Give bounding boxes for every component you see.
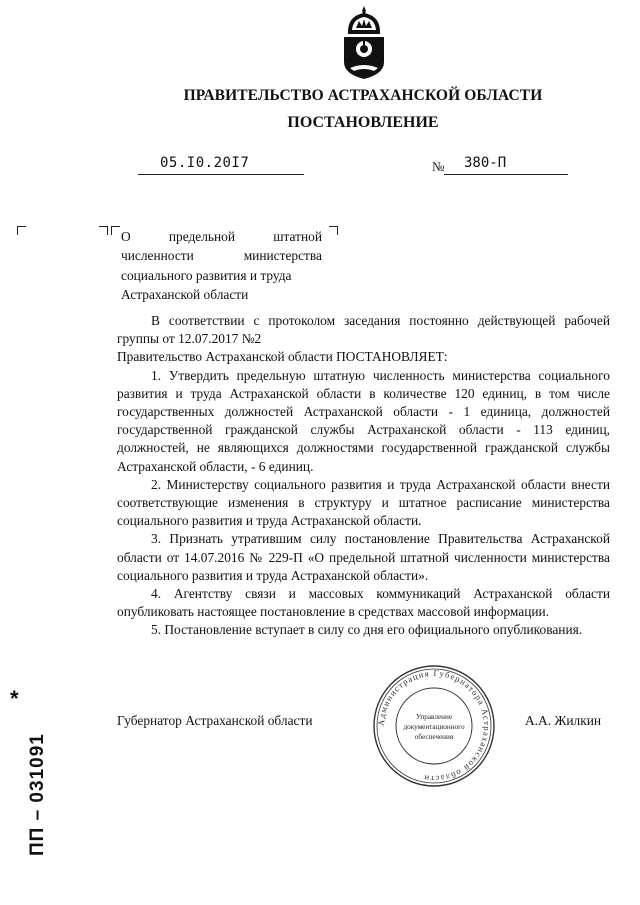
item-1-paragraph: 1. Утвердить предельную штатную численность министерства социального развития и труда Астраханской области в количестве 120 единиц, в том числе государственных должностей Астраханской области - 1 единица, должностей государственной гражданской службы Астраханской области - 113 единиц, должностей, не являющихся должностями государственной гражданской службы Астраханской области, - 6 единиц. [117,367,610,474]
subject-corner-mark-left-b [111,226,120,235]
item-2-paragraph: 2. Министерству социального развития и труда Астраханской области внести соответствующие изменения в структуру и штатное расписание министерства социального развития и труда Астраханской области. [117,476,610,529]
number-sign: № [432,159,445,174]
coat-of-arms-icon [340,4,388,80]
official-seal-icon [371,663,497,789]
form-serial-code [4,686,48,856]
serial-number: ПП – 031091 [27,733,48,856]
seal-inner-line: Управление [415,713,453,721]
preamble-paragraph: В соответствии с протоколом заседания постоянно действующей рабочей группы от 12.07.2017 №2 [117,313,610,347]
document-body [117,312,610,640]
document-number: 380-П [464,155,507,171]
signatory-name: А.А. Жилкин [525,713,602,728]
document-date: 05.I0.20I7 [160,155,250,171]
subject-line: социального развития и труда [121,267,292,283]
item-3-paragraph: 3. Признать утратившим силу постановление Правительства Астраханской области от 14.07.2016 № 229-П «О предельной штатной численности министерства социального развития и труда Астраханской области». [117,531,610,583]
item-5-paragraph: 5. Постановление вступает в силу со дня его официального опубликования. [151,622,583,638]
serial-star-mark: * [10,686,19,711]
page-corner-mark [17,226,26,235]
item-4-paragraph: 4. Агентству связи и массовых коммуникаций Астраханской области опубликовать настоящее постановление в средствах массовой информации. [117,586,610,620]
signatory-position: Губернатор Астраханской области [117,713,313,728]
subject-corner-mark-left-a [99,226,108,235]
document-subject [121,227,322,304]
seal-inner-line: обеспечения [414,733,454,741]
preamble-resolves: Правительство Астраханской области ПОСТАНОВЛЯЕТ: [117,349,448,365]
subject-line: О предельной штатной [121,229,322,244]
date-underline [138,174,304,175]
subject-line: Астраханской области [121,286,249,302]
seal-inner-line: документационного [403,723,465,731]
government-title: ПРАВИТЕЛЬСТВО АСТРАХАНСКОЙ ОБЛАСТИ [183,87,543,104]
subject-line: численности министерства [121,248,322,264]
subject-corner-mark-right [329,226,338,235]
number-underline [444,174,568,175]
seal-ring-text: Администрация Губернатора Астраханской области [375,667,493,785]
document-type-title: ПОСТАНОВЛЕНИЕ [287,114,439,131]
